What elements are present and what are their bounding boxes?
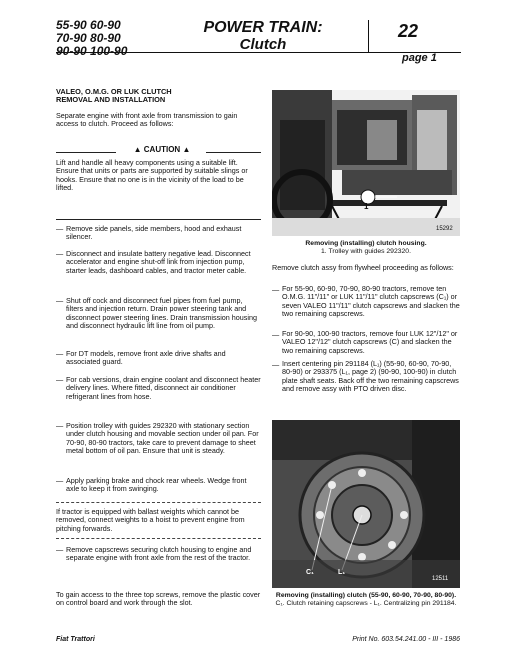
note-rule-top bbox=[56, 502, 261, 503]
photo-number-1: 15292 bbox=[436, 226, 453, 232]
warning-icon: ▲ bbox=[133, 145, 142, 154]
header-rule bbox=[56, 52, 368, 53]
model-line-1: 55-90 60-90 bbox=[56, 18, 121, 32]
caution-banner bbox=[118, 145, 206, 154]
bullet-dash: — bbox=[56, 349, 64, 358]
bullet-dash: — bbox=[272, 360, 280, 369]
page-label: page 1 bbox=[402, 52, 437, 64]
figure-1-caption-text: 1. Trolley with guides 292320. bbox=[321, 248, 411, 255]
figure-1-caption-title: Removing (installing) clutch housing. bbox=[305, 240, 427, 247]
right-step-1: For 55-90, 60-90, 70-90, 80-90 tractors, remove ten O.M.G. 11"/11" or LUK 11"/11" clutch capscrews (C₁) or seven VALEO 11"/11" clutch capscrews and slacken the two remaining capscrews. bbox=[282, 284, 460, 319]
figure-2-caption-title: Removing (installing) clutch (55-90, 60-90, 70-90, 80-90). bbox=[275, 592, 457, 599]
title-sub: Clutch bbox=[239, 36, 287, 53]
bullet-dash: — bbox=[56, 224, 64, 233]
step-2: Disconnect and insulate battery negative lead. Disconnect accelerator and engine shut-off link from injection pump, starter leads, dashboard cables, and tractor meter cable. bbox=[66, 249, 251, 275]
figure-1-caption bbox=[272, 240, 460, 256]
step-6: Position trolley with guides 292320 with stationary section under clutch housing and movable section under oil pan. For 70-90, 80-90 tractors, take care to prevent damage to sheet metal bottom of oil pan. Ensure that unit is steady. bbox=[66, 421, 259, 456]
figure-2-caption bbox=[272, 592, 460, 608]
bullet-dash: — bbox=[56, 545, 64, 554]
caution-end-rule bbox=[56, 219, 261, 220]
footer-brand: Fiat Trattori bbox=[56, 636, 95, 643]
section-title bbox=[178, 19, 348, 53]
caution-text: Lift and handle all heavy components using a suitable lift. Ensure that units or parts are supported by suitable slings or hooks. Ensure that no one is in the vicinity of the load to be lifted. bbox=[56, 158, 248, 193]
bullet-dash: — bbox=[272, 330, 280, 339]
right-intro: Remove clutch assy from flywheel proceeding as follows: bbox=[272, 263, 454, 272]
right-step-3: Insert centering pin 291184 (L₁) (55-90, 60-90, 70-90, 80-90) or 293375 (L₁, page 2) (90-90, 100-90) in clutch plate shaft seats. Back off the two remaining capscrews and remove assy with PTO driven disc. bbox=[282, 359, 459, 394]
caution-label: CAUTION bbox=[143, 145, 181, 154]
callout-1: 1 bbox=[364, 202, 369, 211]
page-number: 22 bbox=[398, 21, 419, 41]
caution-rule-left bbox=[56, 152, 116, 153]
tractor-trolley-illustration bbox=[272, 90, 460, 236]
clutch-removal-photo bbox=[272, 420, 460, 588]
bullet-dash: — bbox=[56, 476, 64, 485]
model-line-2: 70-90 80-90 bbox=[56, 31, 121, 45]
step-8: Remove capscrews securing clutch housing to engine and separate engine with front axle from the rest of the tractor. bbox=[66, 545, 252, 563]
bullet-dash: — bbox=[56, 421, 64, 430]
step-7: Apply parking brake and chock rear wheels. Wedge front axle to keep it from swinging. bbox=[66, 476, 247, 494]
final-note: To gain access to the three top screws, remove the plastic cover on control board and work through the slot. bbox=[56, 590, 261, 608]
title-main: POWER TRAIN: bbox=[203, 19, 323, 36]
step-3: Shut off cock and disconnect fuel pipes from fuel pump, filters and injection return. Drain power steering tank and disconnect power steering lines. Drain transmission housing and disconnect hydraulic lift line from oil pump. bbox=[66, 296, 257, 331]
ballast-note: If tractor is equipped with ballast weights which cannot be removed, connect weights to a hoist to prevent engine from pitching forwards. bbox=[56, 507, 245, 533]
step-5: For cab versions, drain engine coolant and disconnect heater delivery lines. Where fitted, disconnect air conditioner refrigerant lines from hose. bbox=[66, 375, 261, 401]
clutch-assembly-illustration bbox=[272, 420, 460, 588]
photo-number-2: 12511 bbox=[432, 576, 449, 582]
figure-2-caption-text: C₁. Clutch retaining capscrews - L₁. Centralizing pin 291184. bbox=[275, 600, 457, 607]
footer-print-number: Print No. 603.54.241.00 - III - 1986 bbox=[352, 636, 460, 643]
heading-2: REMOVAL AND INSTALLATION bbox=[56, 95, 166, 104]
callout-c1: C₁ bbox=[306, 569, 314, 576]
caution-rule-right bbox=[206, 152, 261, 153]
intro-text: Separate engine with front axle from transmission to gain access to clutch. Proceed as follows: bbox=[56, 111, 238, 129]
heading-1: VALEO, O.M.G. OR LUK CLUTCH bbox=[56, 87, 172, 96]
step-1: Remove side panels, side members, hood and exhaust silencer. bbox=[66, 224, 242, 242]
callout-l1: L₁ bbox=[338, 569, 346, 576]
bullet-dash: — bbox=[272, 285, 280, 294]
bullet-dash: — bbox=[56, 296, 64, 305]
warning-icon-2: ▲ bbox=[182, 145, 191, 154]
right-step-2: For 90-90, 100-90 tractors, remove four LUK 12"/12" or VALEO 12"/12" clutch capscrews (C) and slacken the two remaining capscrews. bbox=[282, 329, 458, 355]
bullet-dash: — bbox=[56, 375, 64, 384]
step-4: For DT models, remove front axle drive shafts and associated guard. bbox=[66, 349, 226, 367]
bullet-dash: — bbox=[56, 249, 64, 258]
note-rule-bottom bbox=[56, 538, 261, 539]
clutch-housing-photo bbox=[272, 90, 460, 236]
model-line-3: 90-90 100-90 bbox=[56, 44, 128, 58]
